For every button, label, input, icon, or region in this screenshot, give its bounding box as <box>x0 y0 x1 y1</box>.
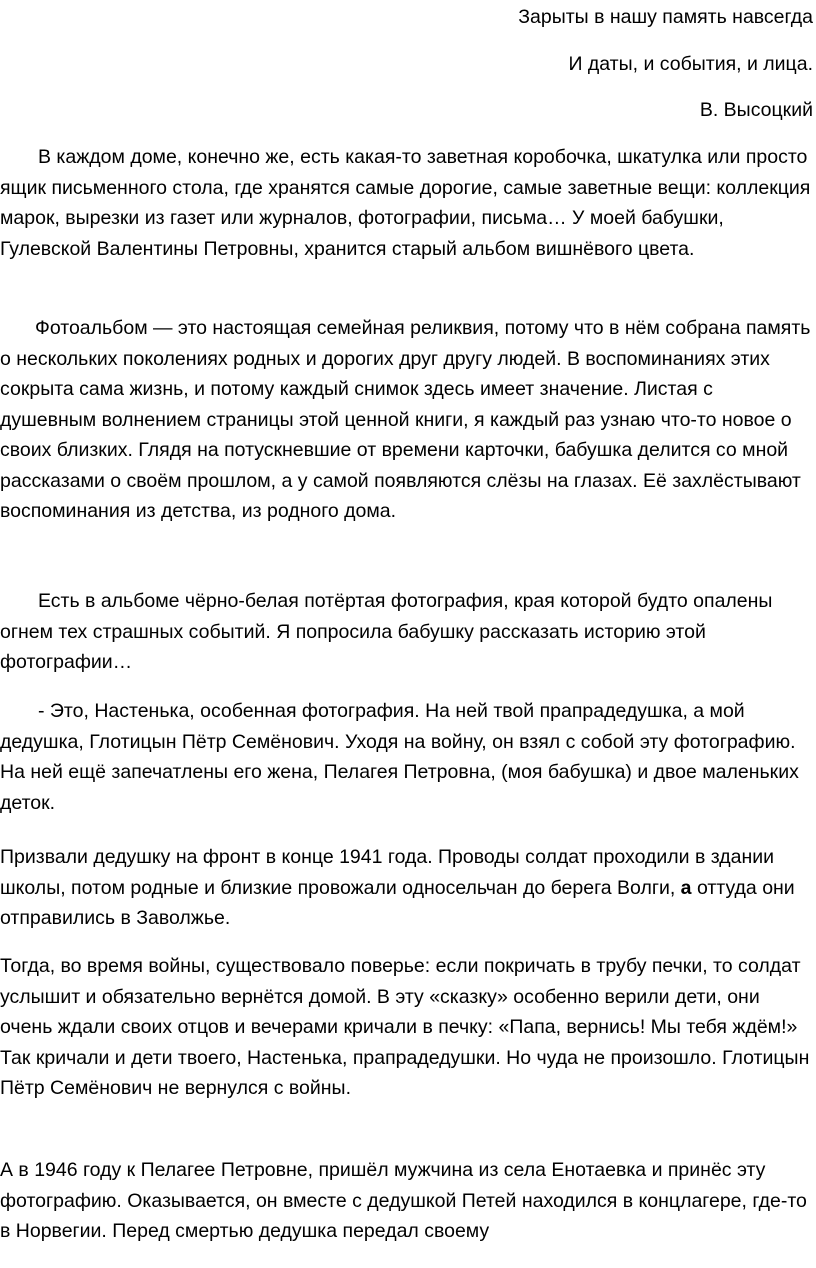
paragraph-text: Призвали дедушку на фронт в конце 1941 года. Проводы солдат проходили в здании школы, потом родные и близкие провожали односельчан до берега Волги, <box>0 846 775 899</box>
epigraph-line-2: И даты, и события, и лица. <box>568 53 813 75</box>
paragraph-old-photo: Есть в альбоме чёрно-белая потёртая фотография, края которой будто опалены огнем тех страшных событий. Я попросила бабушку рассказать историю этой фотографии… <box>0 590 773 673</box>
paragraph-album-intro: В каждом доме, конечно же, есть какая-то заветная коробочка, шкатулка или просто ящик письменного стола, где хранятся самые дорогие, самые заветные вещи: коллекция марок, вырезки из газет или журналов, фотографии, письма… У моей бабушки, Гулевской Валентины Петровны, хранится старый альбом вишнёвого цвета. <box>0 146 811 260</box>
paragraph-grandma-story: - Это, Настенька, особенная фотография. На ней твой прапрадедушка, а мой дедушка, Глотицын Пётр Семёнович. Уходя на войну, он взял с собой эту фотографию. На ней ещё запечатлены его жена, Пелагея Петровна, (моя бабушка) и двое маленьких деток. <box>0 700 799 814</box>
paragraph-family-relic: Фотоальбом — это настоящая семейная реликвия, потому что в нём собрана память о нескольких поколениях родных и дорогих друг другу людей. В воспоминаниях этих сокрыта сама жизнь, и потому каждый снимок здесь имеет значение. Листая с душевным волнением страницы этой ценной книги, я каждый раз узнаю что-то новое о своих близких. Глядя на потускневшие от времени карточки, бабушка делится со мной рассказами о своём прошлом, а у самой появляются слёзы на глазах. Её захлёстывают воспоминания из детства, из родного дома. <box>0 317 811 522</box>
paragraph-belief: Тогда, во время войны, существовало поверье: если покричать в трубу печки, то солдат услышит и обязательно вернётся домой. В эту «сказку» особенно верили дети, они очень ждали своих отцов и вечерами кричали в печку: «Папа, вернись! Мы тебя ждём!» Так кричали и дети твоего, Настенька, прапрадедушки. Но чуда не произошло. Глотицын Пётр Семёнович не вернулся с войны. <box>0 955 810 1099</box>
paragraph-1946: А в 1946 году к Пелагее Петровне, пришёл мужчина из села Енотаевка и принёс эту фотографию. Оказывается, он вместе с дедушкой Петей находился в концлагере, где-то в Норвегии. Перед смертью дедушка передал своему <box>0 1159 807 1242</box>
paragraph-called-to-front <box>0 842 813 934</box>
bold-word: а <box>680 876 692 899</box>
epigraph-line-1: Зарыты в нашу память навсегда <box>518 6 813 28</box>
epigraph-author: В. Высоцкий <box>699 99 813 121</box>
paragraph-text: оттуда они отправились в Заволжье. <box>0 876 795 929</box>
